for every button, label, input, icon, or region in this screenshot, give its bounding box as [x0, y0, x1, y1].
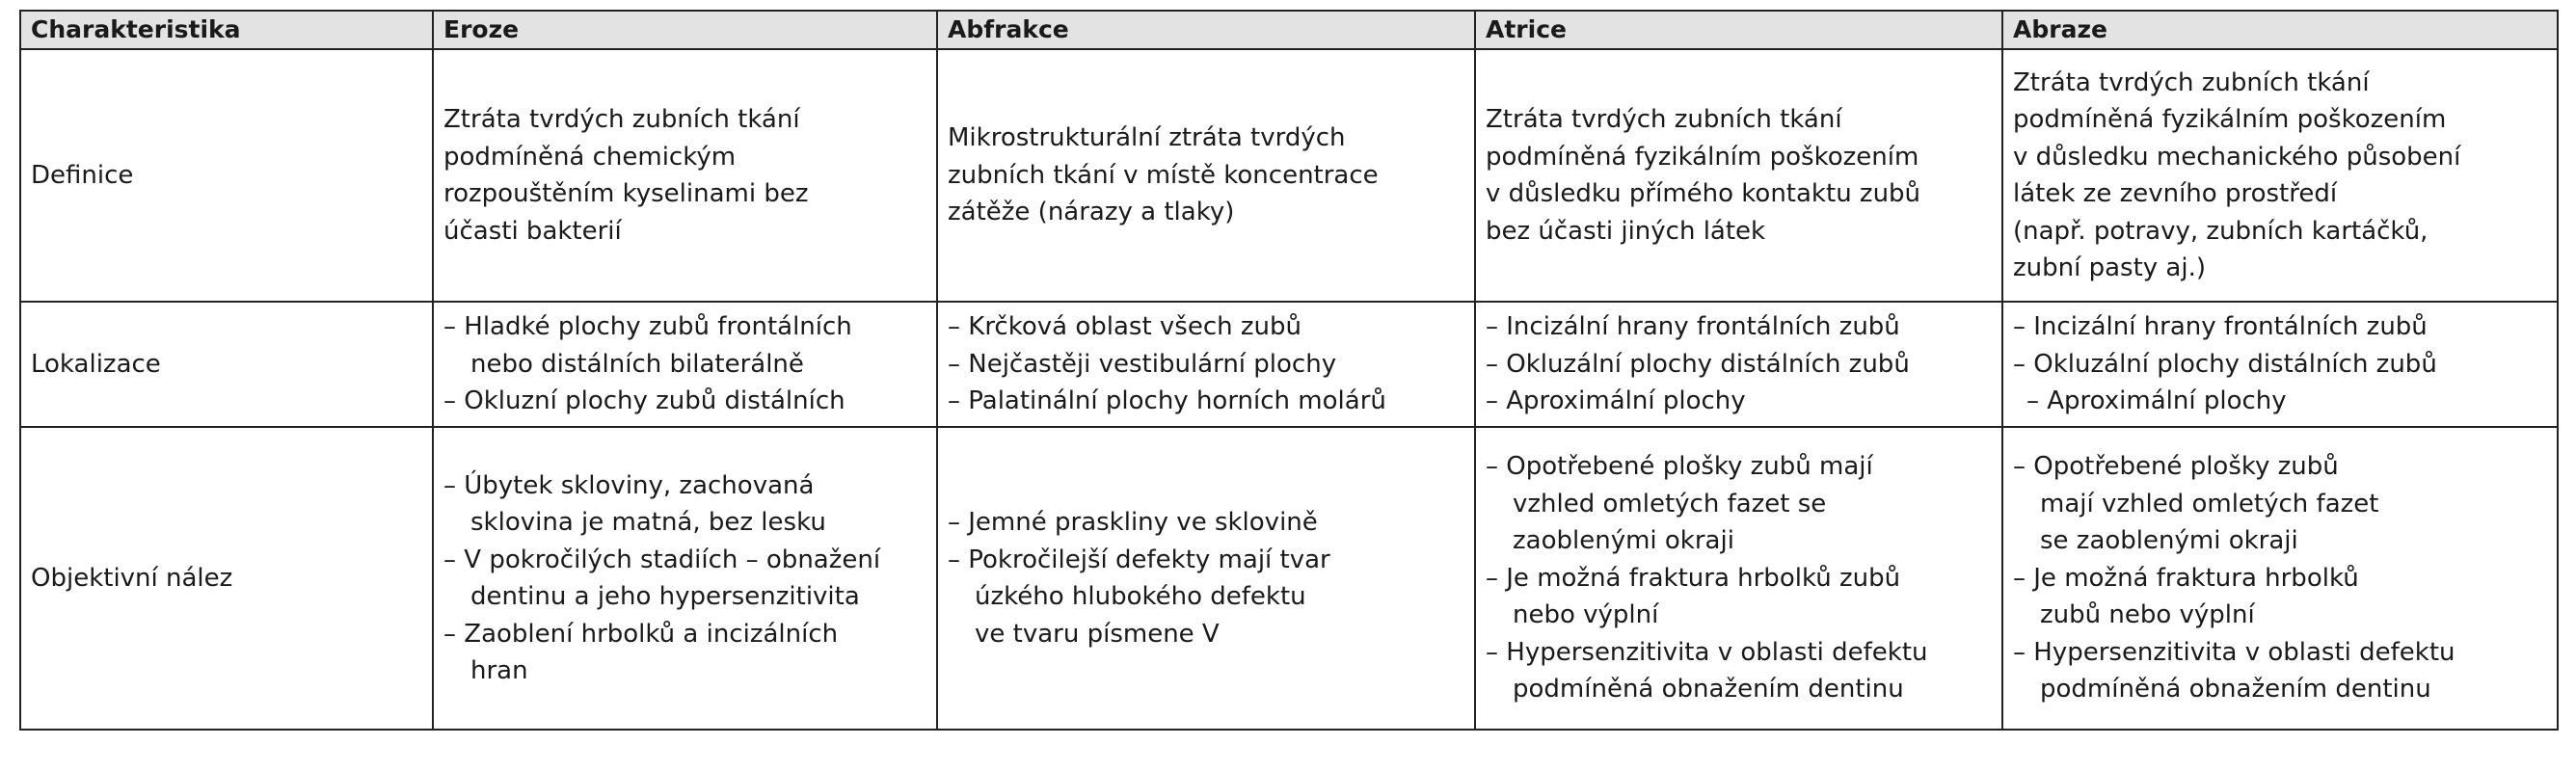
cell-line: (např. potravy, zubních kartáčků, [2013, 216, 2428, 246]
cell-line: – Krčková oblast všech zubů [948, 312, 1301, 342]
cell-line: podmíněná chemickým [443, 142, 737, 172]
row-label-definice: Definice [20, 49, 433, 302]
cell-line: – Pokročilejší defekty mají tvar [948, 545, 1330, 574]
cell-line: – Je možná fraktura hrbolků zubů [1486, 563, 1901, 593]
cell-line: Ztráta tvrdých zubních tkání [2013, 67, 2370, 97]
cell-line: – Úbytek skloviny, zachovaná [443, 470, 815, 500]
table-row-definice [20, 49, 2558, 302]
cell-line: zubní pasty aj.) [2013, 253, 2206, 282]
cell-lokalizace-abraze [2002, 302, 2558, 427]
cell-line: – Okluzní plochy zubů distálních [443, 386, 845, 416]
cell-line: mají vzhled omletých fazet [2040, 489, 2379, 518]
table-row-objektivni-nalez [20, 427, 2558, 730]
cell-line: – Palatinální plochy horních molárů [948, 386, 1386, 416]
cell-line: zubů nebo výplní [2040, 600, 2255, 630]
cell-line: podmíněná fyzikálním poškozením [2013, 105, 2447, 134]
cell-line: látek ze zevního prostředí [2013, 179, 2338, 208]
cell-line: zubních tkání v místě koncentrace [948, 160, 1379, 190]
cell-line: – Hladké plochy zubů frontálních [443, 312, 852, 342]
cell-line: v důsledku přímého kontaktu zubů [1486, 179, 1921, 208]
cell-line: nebo výplní [1513, 600, 1659, 630]
cell-line: – Je možná fraktura hrbolků [2013, 563, 2359, 593]
header-atrice: Atrice [1475, 11, 2002, 49]
cell-line: hran [470, 656, 528, 685]
cell-definice-abraze [2002, 49, 2558, 302]
comparison-table [19, 10, 2559, 731]
cell-line: – Hypersenzitivita v oblasti defektu [2013, 637, 2455, 667]
cell-nalez-abraze [2002, 427, 2558, 730]
cell-line: sklovina je matná, bez lesku [470, 508, 826, 537]
cell-line: podmíněná obnažením dentinu [2040, 675, 2431, 705]
cell-line: – Opotřebené plošky zubů mají [1486, 452, 1873, 482]
table-row-lokalizace [20, 302, 2558, 427]
cell-line: – Jemné praskliny ve sklovině [948, 508, 1318, 537]
cell-line: vzhled omletých fazet se [1513, 489, 1827, 518]
cell-line: nebo distálních bilaterálně [470, 349, 804, 379]
cell-definice-abfrakce [937, 49, 1475, 302]
cell-lokalizace-atrice [1475, 302, 2002, 427]
header-row [20, 11, 2558, 49]
cell-line: – Okluzální plochy distálních zubů [1486, 349, 1910, 379]
header-abfrakce: Abfrakce [937, 11, 1475, 49]
cell-line: Ztráta tvrdých zubních tkání [443, 105, 800, 134]
cell-definice-eroze [433, 49, 937, 302]
cell-line: zaoblenými okraji [1513, 526, 1734, 556]
header-eroze: Eroze [433, 11, 937, 49]
cell-line: zátěže (nárazy a tlaky) [948, 198, 1235, 227]
cell-line: účasti bakterií [443, 216, 622, 246]
cell-lokalizace-eroze [433, 302, 937, 427]
cell-line: – Nejčastěji vestibulární plochy [948, 349, 1337, 379]
cell-definice-atrice [1475, 49, 2002, 302]
cell-line: – Aproximální plochy [1486, 386, 1746, 416]
cell-line: podmíněná obnažením dentinu [1513, 675, 1904, 705]
cell-line: úzkého hlubokého defektu [975, 582, 1306, 611]
cell-line: – V pokročilých stadiích – obnažení [443, 545, 881, 574]
cell-line: v důsledku mechanického působení [2013, 142, 2461, 172]
cell-nalez-eroze [433, 427, 937, 730]
cell-lokalizace-abfrakce [937, 302, 1475, 427]
cell-nalez-atrice [1475, 427, 2002, 730]
cell-line: Mikrostrukturální ztráta tvrdých [948, 123, 1346, 153]
header-charakteristika: Charakteristika [20, 11, 433, 49]
cell-line: Ztráta tvrdých zubních tkání [1486, 105, 1842, 134]
cell-line: – Incizální hrany frontálních zubů [1486, 312, 1900, 342]
cell-line: dentinu a jeho hypersenzitivita [470, 582, 860, 611]
cell-line: ve tvaru písmene V [975, 619, 1220, 649]
cell-line: – Opotřebené plošky zubů [2013, 452, 2339, 482]
cell-line: – Hypersenzitivita v oblasti defektu [1486, 637, 1928, 667]
row-label-objektivni-nalez: Objektivní nález [20, 427, 433, 730]
row-label-lokalizace: Lokalizace [20, 302, 433, 427]
cell-line: se zaoblenými okraji [2040, 526, 2298, 556]
cell-line: – Incizální hrany frontálních zubů [2013, 312, 2428, 342]
cell-nalez-abfrakce [937, 427, 1475, 730]
cell-line: – Zaoblení hrbolků a incizálních [443, 619, 839, 649]
cell-line: – Okluzální plochy distálních zubů [2013, 349, 2437, 379]
cell-line: – Aproximální plochy [2026, 386, 2287, 416]
cell-line: podmíněná fyzikálním poškozením [1486, 142, 1919, 172]
cell-line: bez účasti jiných látek [1486, 216, 1766, 246]
cell-line: rozpouštěním kyselinami bez [443, 179, 809, 208]
header-abraze: Abraze [2002, 11, 2558, 49]
